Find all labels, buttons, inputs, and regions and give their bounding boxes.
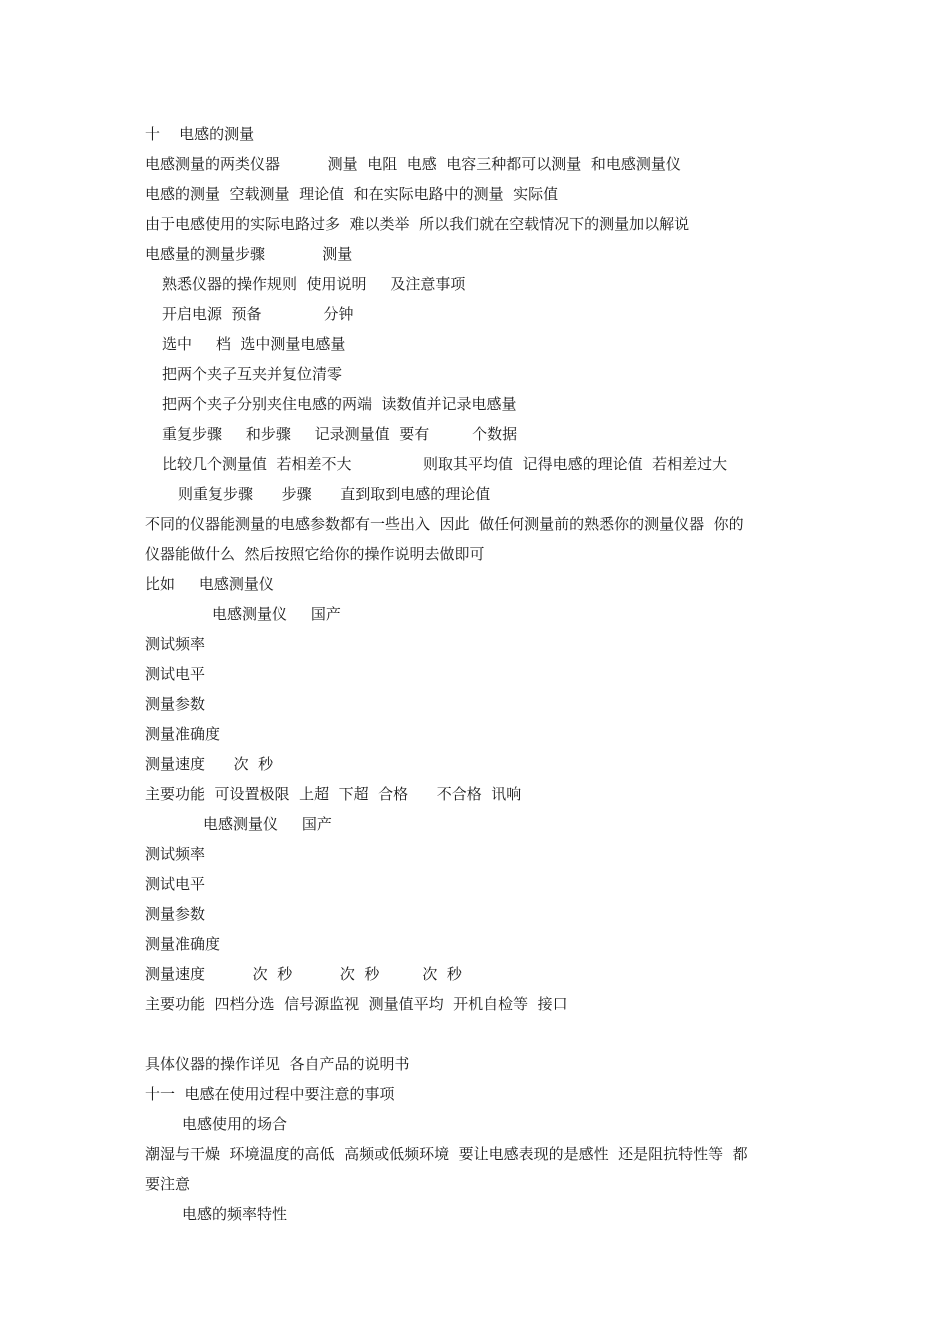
spec-line: 测量参数 xyxy=(145,905,206,923)
spec-line: 测试频率 xyxy=(145,845,206,863)
step-line: 比较几个测量值 若相差不大 则取其平均值 记得电感的理论值 若相差过大 xyxy=(162,455,728,473)
text-line: 电感的测量 空载测量 理论值 和在实际电路中的测量 实际值 xyxy=(145,185,559,203)
step-line: 选中 档 选中测量电感量 xyxy=(162,335,346,353)
spec-line: 测量速度 次 秒 xyxy=(145,755,274,773)
spec-line: 测试电平 xyxy=(145,665,206,683)
text-line: 具体仪器的操作详见 各自产品的说明书 xyxy=(145,1055,410,1073)
instrument-title: 电感测量仪 国产 xyxy=(212,605,341,623)
text-line: 电感量的测量步骤 测量 xyxy=(145,245,353,263)
text-line: 电感测量的两类仪器 测量 电阻 电感 电容三种都可以测量 和电感测量仪 xyxy=(145,155,681,173)
step-line: 熟悉仪器的操作规则 使用说明 及注意事项 xyxy=(162,275,466,293)
subheading: 电感的频率特性 xyxy=(182,1205,288,1223)
spec-line: 测量准确度 xyxy=(145,935,221,953)
spec-line: 测量准确度 xyxy=(145,725,221,743)
text-line: 要注意 xyxy=(145,1175,191,1193)
subheading: 电感使用的场合 xyxy=(182,1115,288,1133)
step-line: 则重复步骤 步骤 直到取到电感的理论值 xyxy=(178,485,491,503)
step-line: 开启电源 预备 分钟 xyxy=(162,305,354,323)
section-heading-11: 十一 电感在使用过程中要注意的事项 xyxy=(145,1085,395,1103)
spec-line: 主要功能 四档分选 信号源监视 测量值平均 开机自检等 接口 xyxy=(145,995,568,1013)
text-line: 由于电感使用的实际电路过多 难以类举 所以我们就在空载情况下的测量加以解说 xyxy=(145,215,690,233)
spec-line: 测量参数 xyxy=(145,695,206,713)
instrument-title: 电感测量仪 国产 xyxy=(203,815,332,833)
spec-line: 测试电平 xyxy=(145,875,206,893)
section-heading-10: 十 电感的测量 xyxy=(145,125,255,143)
step-line: 把两个夹子分别夹住电感的两端 读数值并记录电感量 xyxy=(162,395,517,413)
step-line: 重复步骤 和步骤 记录测量值 要有 个数据 xyxy=(162,425,518,443)
spec-line: 测试频率 xyxy=(145,635,206,653)
spec-line: 主要功能 可设置极限 上超 下超 合格 不合格 讯响 xyxy=(145,785,522,803)
text-line: 比如 电感测量仪 xyxy=(145,575,274,593)
step-line: 把两个夹子互夹并复位清零 xyxy=(162,365,343,383)
text-line: 潮湿与干燥 环境温度的高低 高频或低频环境 要让电感表现的是感性 还是阻抗特性等 都 xyxy=(145,1145,748,1163)
spec-line: 测量速度 次 秒 次 秒 次 秒 xyxy=(145,965,462,983)
text-line: 不同的仪器能测量的电感参数都有一些出入 因此 做任何测量前的熟悉你的测量仪器 你的 xyxy=(145,515,744,533)
text-line: 仪器能做什么 然后按照它给你的操作说明去做即可 xyxy=(145,545,485,563)
